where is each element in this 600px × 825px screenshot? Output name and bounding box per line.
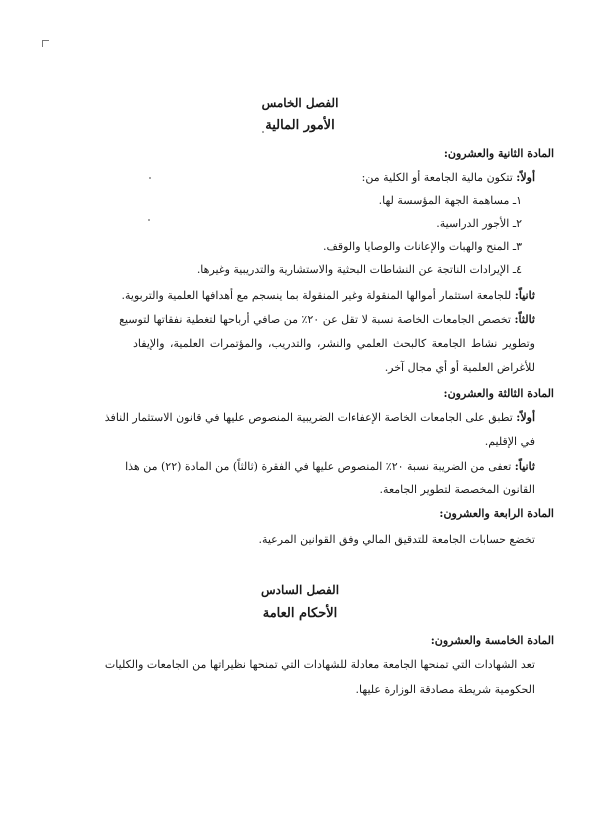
list-item: ٢ـ الأجور الدراسية. — [436, 217, 522, 230]
clause-label: ثانياً: — [514, 460, 535, 473]
article-heading: المادة الخامسة والعشرون: — [430, 634, 554, 647]
chapter-subtitle: الأحكام العامة — [262, 606, 338, 621]
clause-text: القانون المخصصة لتطوير الجامعة. — [379, 483, 535, 496]
clause-first — [362, 170, 535, 186]
article-text: تخضع حسابات الجامعة للتدقيق المالي وفق القوانين المرعية. — [258, 533, 535, 546]
article-heading: المادة الرابعة والعشرون: — [439, 507, 554, 520]
clause-label: ثانياً: — [514, 289, 535, 302]
clause-first — [105, 410, 535, 426]
clause-text: وتطوير نشاط الجامعة كالبحث العلمي والنشر، والتدريب، والمؤتمرات العلمية، والإيفاد — [133, 337, 535, 350]
clause-label: ثالثاً: — [514, 313, 535, 326]
scan-speck — [148, 219, 150, 221]
chapter-title: الفصل الخامس — [261, 96, 339, 110]
article-text: تعد الشهادات التي تمنحها الجامعة معادلة للشهادات التي تمنحها نظيراتها من الجامعات والكليات — [104, 658, 535, 671]
chapter-title: الفصل السادس — [260, 583, 340, 597]
clause-text: تطبق على الجامعات الخاصة الإعفاءات الضريبية المنصوص عليها في قانون الاستثمار النافذ — [104, 411, 513, 424]
clause-second — [125, 459, 535, 475]
clause-text: تتكون مالية الجامعة أو الكلية من: — [361, 171, 513, 184]
article-heading: المادة الثانية والعشرون: — [443, 147, 554, 160]
clause-text: في الإقليم. — [484, 435, 535, 448]
clause-text: تعفى من الضريبة نسبة ٢٠٪ المنصوص عليها في الفقرة (ثالثاً) من المادة (٢٢) من هذا — [125, 460, 512, 473]
list-item: ١ـ مساهمة الجهة المؤسسة لها. — [378, 194, 522, 207]
chapter-subtitle: الأمور المالية — [265, 118, 335, 133]
clause-text: للأغراض العلمية أو أي مجال آخر. — [384, 361, 535, 374]
clause-text: تخصص الجامعات الخاصة نسبة لا تقل عن ٢٠٪ من صافي أرباحها لتغطية نفقاتها لتوسيع — [119, 313, 511, 326]
list-item: ٣ـ المنح والهبات والإعانات والوصايا والوقف. — [322, 240, 522, 253]
clause-second — [122, 288, 535, 304]
scan-speck — [149, 177, 151, 179]
clause-label: أولاً: — [516, 171, 535, 184]
article-text: الحكومية شريطة مصادقة الوزارة عليها. — [355, 683, 535, 696]
clause-text: للجامعة استثمار أموالها المنقولة وغير المنقولة بما ينسجم مع أهدافها العلمية والتربوية. — [121, 289, 512, 302]
clause-label: أولاً: — [516, 411, 535, 424]
list-item: ٤ـ الإيرادات الناتجة عن النشاطات البحثية والاستشارية والتدريبية وغيرها. — [196, 263, 522, 276]
scan-corner-mark — [42, 40, 49, 47]
clause-third — [119, 312, 535, 328]
article-heading: المادة الثالثة والعشرون: — [443, 387, 554, 400]
